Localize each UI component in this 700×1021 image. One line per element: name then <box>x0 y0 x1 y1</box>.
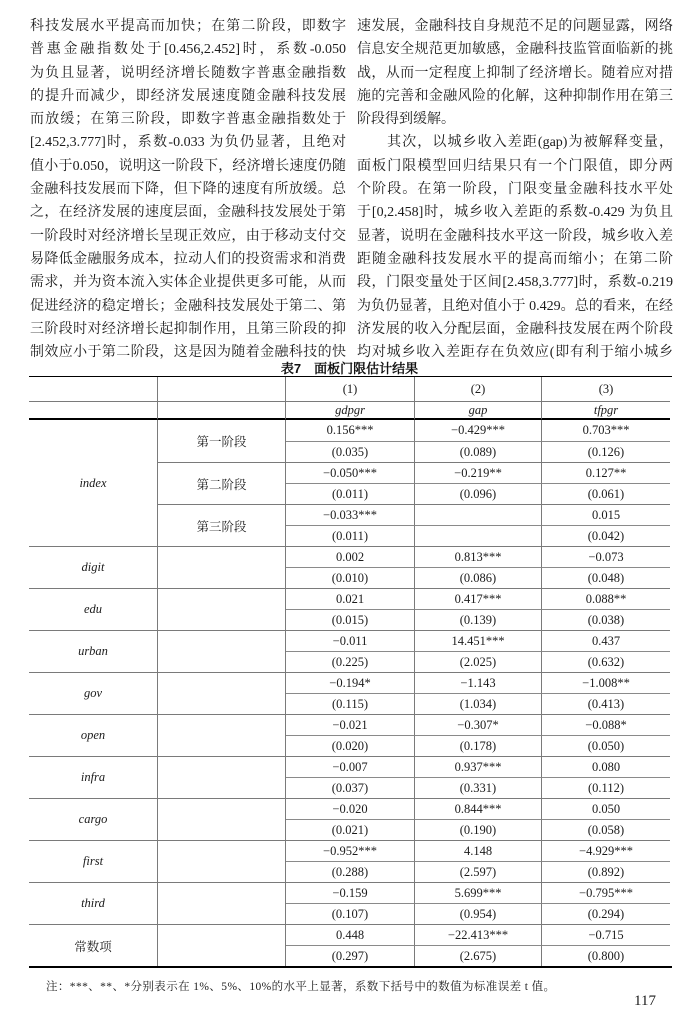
coefficient-value: −0.007 <box>286 756 415 777</box>
table-note: 注：***、**、*分别表示在 1%、5%、10%的水平上显著，系数下括号中的数值为标准误差 t 值。 <box>46 981 556 993</box>
text-line: 为负且显著，说明经济增长随数字普惠金融指数 <box>30 65 346 81</box>
std-error-value: (0.413) <box>542 693 670 714</box>
coefficient-value: −4.929*** <box>542 840 670 861</box>
variable-label: gov <box>29 672 158 714</box>
coefficient-value: 0.002 <box>286 546 415 567</box>
stage-label: 第三阶段 <box>158 504 286 546</box>
std-error-value: (0.331) <box>415 777 542 798</box>
std-error-value: (0.011) <box>286 525 415 546</box>
left-text-column <box>30 15 346 364</box>
std-error-value: (0.954) <box>415 903 542 924</box>
variable-label: first <box>29 840 158 882</box>
coefficient-value: −0.715 <box>542 924 670 945</box>
coefficient-value: −0.073 <box>542 546 670 567</box>
coefficient-value: 0.813*** <box>415 546 542 567</box>
coefficient-value: 0.050 <box>542 798 670 819</box>
stage-label <box>158 672 286 714</box>
coefficient-value: −0.021 <box>286 714 415 735</box>
stage-label <box>158 630 286 672</box>
std-error-value: (0.107) <box>286 903 415 924</box>
std-error-value: (0.800) <box>542 945 670 966</box>
std-error-value: (0.035) <box>286 441 415 462</box>
std-error-value: (0.010) <box>286 567 415 588</box>
std-error-value: (0.011) <box>286 483 415 504</box>
text-line: 促进经济的稳定增长；金融科技发展处于第二、第 <box>30 298 346 314</box>
stage-label <box>158 546 286 588</box>
coefficient-value: −22.413*** <box>415 924 542 945</box>
text-line: 其次，以城乡收入差距(gap)为被解释变量， <box>357 135 673 151</box>
text-line: [2.452,3.777]时，系数-0.033 为负仍显著，且绝对 <box>30 135 346 151</box>
header-empty-cell <box>29 377 158 401</box>
coefficient-value: 0.844*** <box>415 798 542 819</box>
text-line: 而放缓；在第三阶段，即数字普惠金融指数处于 <box>30 112 346 128</box>
coefficient-value: 0.448 <box>286 924 415 945</box>
text-line: 施的完善和金融风险的化解，这种抑制作用在第三 <box>357 88 673 104</box>
std-error-value: (0.021) <box>286 819 415 840</box>
coefficient-value: 0.156*** <box>286 420 415 441</box>
text-line: 的提升而减少，即经济发展速度随金融科技发展 <box>30 88 346 104</box>
std-error-value: (0.178) <box>415 735 542 756</box>
dep-var-label: gdpgr <box>286 401 415 420</box>
coefficient-value: 0.015 <box>542 504 670 525</box>
header-empty-cell <box>158 401 286 420</box>
text-line: 面板门限模型回归结果只有一个门限值，即分两 <box>357 158 673 174</box>
text-line: 科技发展水平提高而加快；在第二阶段，即数字 <box>30 19 346 34</box>
std-error-value: (0.288) <box>286 861 415 882</box>
text-line: 济发展的收入分配层面，金融科技发展在两个阶段 <box>357 321 673 337</box>
stage-label <box>158 798 286 840</box>
coefficient-value: −0.088* <box>542 714 670 735</box>
coefficient-value: −0.952*** <box>286 840 415 861</box>
coefficient-value: −0.020 <box>286 798 415 819</box>
text-line: 值小于0.050，说明这一阶段下，经济增长速度仍随 <box>30 158 346 174</box>
right-text-column <box>357 15 673 364</box>
coefficient-value: −0.033*** <box>286 504 415 525</box>
coefficient-value: 0.021 <box>286 588 415 609</box>
coefficient-value: −0.194* <box>286 672 415 693</box>
std-error-value: (0.112) <box>542 777 670 798</box>
std-error-value: (0.139) <box>415 609 542 630</box>
std-error-value: (1.034) <box>415 693 542 714</box>
stage-label: 第二阶段 <box>158 462 286 504</box>
text-line: 个阶段。在第一阶段，门限变量金融科技水平处 <box>357 182 673 198</box>
variable-label: infra <box>29 756 158 798</box>
stage-label <box>158 840 286 882</box>
text-line: 显著，说明在金融科技水平这一阶段，城乡收入差 <box>357 228 673 244</box>
coefficient-value: −1.008** <box>542 672 670 693</box>
coefficient-value: −0.795*** <box>542 882 670 903</box>
coefficient-value: 0.088** <box>542 588 670 609</box>
std-error-value <box>415 525 542 546</box>
std-error-value: (0.294) <box>542 903 670 924</box>
variable-label: cargo <box>29 798 158 840</box>
std-error-value: (0.190) <box>415 819 542 840</box>
coefficient-value: −0.011 <box>286 630 415 651</box>
text-line: 需求，并为资本流入实体企业提供更多可能，从而 <box>30 275 346 291</box>
coefficient-value: 0.417*** <box>415 588 542 609</box>
coefficient-value: 0.127** <box>542 462 670 483</box>
variable-label: third <box>29 882 158 924</box>
text-line: 均对城乡收入差距存在负效应(即有利于缩小城乡 <box>357 345 673 361</box>
std-error-value: (0.038) <box>542 609 670 630</box>
std-error-value: (0.048) <box>542 567 670 588</box>
stage-label <box>158 882 286 924</box>
coefficient-value: −0.429*** <box>415 420 542 441</box>
coefficient-value: −0.307* <box>415 714 542 735</box>
page-number: 117 <box>634 993 656 1009</box>
std-error-value: (0.015) <box>286 609 415 630</box>
text-line: 信息安全规范更加敏感，金融科技监管面临新的挑 <box>357 42 673 58</box>
column-number: (1) <box>286 377 415 401</box>
text-line: 三阶段时对经济增长起抑制作用，且第三阶段的抑 <box>30 321 346 337</box>
coefficient-value: 0.080 <box>542 756 670 777</box>
variable-label: edu <box>29 588 158 630</box>
text-line: 易降低金融服务成本，拉动人们的投资需求和消费 <box>30 251 346 267</box>
std-error-value: (0.020) <box>286 735 415 756</box>
column-number: (3) <box>598 381 614 396</box>
std-error-value: (0.892) <box>542 861 670 882</box>
column-number: (2) <box>415 377 542 401</box>
text-line: 段，门限变量处于区间[2.458,3.777]时，系数-0.219 <box>357 275 673 291</box>
dep-var-label: gap <box>415 401 542 420</box>
std-error-value: (0.061) <box>542 483 670 504</box>
text-line: 于[0,2.458]时，城乡收入差距的系数-0.429 为负且 <box>357 205 673 221</box>
text-line: 阶段得到缓解。 <box>357 112 455 128</box>
std-error-value: (2.675) <box>415 945 542 966</box>
text-line: 制效应小于第二阶段，这是因为随着金融科技的快 <box>30 345 346 361</box>
std-error-value: (2.025) <box>415 651 542 672</box>
coefficient-value: −0.050*** <box>286 462 415 483</box>
std-error-value: (0.115) <box>286 693 415 714</box>
variable-label: 常数项 <box>29 924 158 966</box>
stage-label <box>158 924 286 966</box>
text-line: 距随金融科技发展水平的提高而缩小；在第二阶 <box>357 251 673 267</box>
variable-label: digit <box>29 546 158 588</box>
variable-label: index <box>29 420 158 546</box>
std-error-value: (0.632) <box>542 651 670 672</box>
std-error-value: (0.050) <box>542 735 670 756</box>
variable-label: open <box>29 714 158 756</box>
std-error-value: (0.297) <box>286 945 415 966</box>
coefficient-value: 5.699*** <box>415 882 542 903</box>
std-error-value: (0.037) <box>286 777 415 798</box>
stage-label: 第一阶段 <box>158 420 286 462</box>
variable-label: urban <box>29 630 158 672</box>
std-error-value: (0.225) <box>286 651 415 672</box>
coefficient-value: 0.437 <box>542 630 670 651</box>
text-line: 战，从而一定程度上抑制了经济增长。随着应对措 <box>357 65 673 81</box>
coefficient-value: 4.148 <box>415 840 542 861</box>
coefficient-value: 0.703*** <box>582 423 630 437</box>
std-error-value: (2.597) <box>415 861 542 882</box>
header-empty-cell <box>158 377 286 401</box>
std-error-value: (0.126) <box>542 441 670 462</box>
coefficient-value <box>415 504 542 525</box>
coefficient-value: 0.937*** <box>415 756 542 777</box>
coefficient-value: −1.143 <box>415 672 542 693</box>
coefficient-value: −0.219** <box>415 462 542 483</box>
dep-var-label: tfpgr <box>542 401 670 420</box>
text-line: 为负仍显著，且绝对值小于 0.429。总的看来，在经 <box>357 298 673 314</box>
std-error-value: (0.089) <box>415 441 542 462</box>
text-line: 一阶段时对经济增长呈现正效应，由于移动支付交 <box>30 228 346 244</box>
stage-label <box>158 588 286 630</box>
std-error-value: (0.042) <box>542 525 670 546</box>
std-error-value: (0.086) <box>415 567 542 588</box>
stage-label <box>158 714 286 756</box>
results-table <box>29 376 672 968</box>
text-line: 金融科技发展而下降，但下降的速度有所放缓。总 <box>30 182 346 198</box>
std-error-value: (0.058) <box>542 819 670 840</box>
text-line: 普惠金融指数处于[0.456,2.452]时，系数-0.050 <box>30 42 346 58</box>
coefficient-value: 14.451*** <box>415 630 542 651</box>
header-empty-cell <box>29 401 158 420</box>
text-line: 速发展，金融科技自身规范不足的问题显露，网络 <box>357 19 673 34</box>
stage-label <box>158 756 286 798</box>
table-title: 表7 面板门限估计结果 <box>280 361 419 376</box>
text-line: 之，在经济发展的速度层面，金融科技发展处于第 <box>30 205 346 221</box>
std-error-value: (0.096) <box>415 483 542 504</box>
coefficient-value: −0.159 <box>286 882 415 903</box>
